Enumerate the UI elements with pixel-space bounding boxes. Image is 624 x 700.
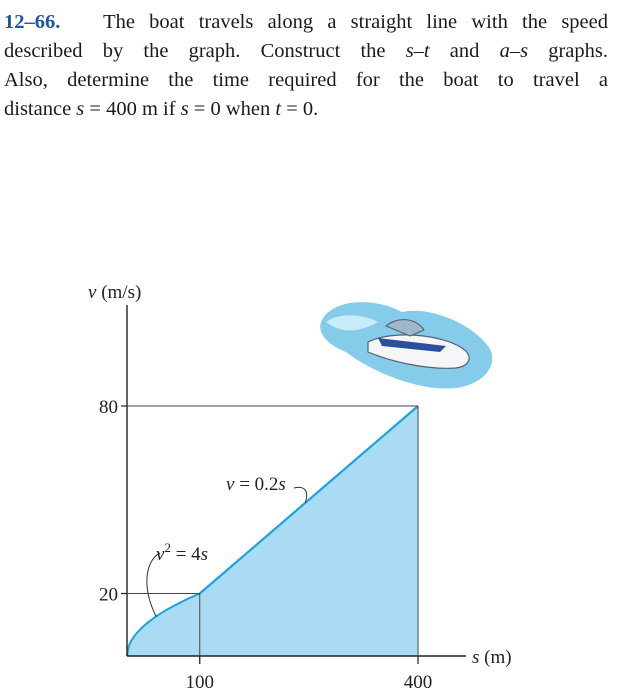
problem-text-4c: = 0 when (193, 98, 271, 120)
problem-text-3: Also, determine the time required for the boat to travel a (4, 69, 608, 91)
problem-text-4d: = 0. (286, 98, 319, 120)
y-tick-label-20: 20 (99, 584, 118, 606)
x-tick-label-400: 400 (403, 672, 433, 693)
problem-and: and (449, 40, 480, 62)
annotation-parabola-label: $v^2 = 4s$ (156, 540, 209, 565)
problem-number: 12–66. (4, 11, 61, 33)
x-axis-label: s (m) (472, 647, 512, 668)
y-tick-label-80: 80 (99, 397, 118, 418)
problem-text-4b: = 400 m if (89, 98, 176, 120)
var-t: t (275, 98, 282, 120)
problem-text-2: described by the graph. Construct the (4, 40, 386, 62)
leader-line-linear (294, 487, 307, 503)
as-graph-ref: a–s (499, 40, 529, 62)
problem-graphs: graphs. (548, 40, 609, 62)
var-s: s (76, 98, 85, 120)
x-tick-label-100: 100 (185, 672, 214, 693)
problem-text-1: The boat travels along a straight line with the speed (103, 11, 608, 33)
annotation-linear-label: v = 0.2s (226, 474, 286, 495)
boat-illustration (320, 302, 492, 388)
y-axis-label: v (m/s) (88, 282, 142, 303)
st-graph-ref: s–t (405, 40, 430, 62)
var-s2: s (180, 98, 189, 120)
problem-text-4a: distance (4, 98, 72, 120)
annotation-linear (226, 474, 307, 503)
